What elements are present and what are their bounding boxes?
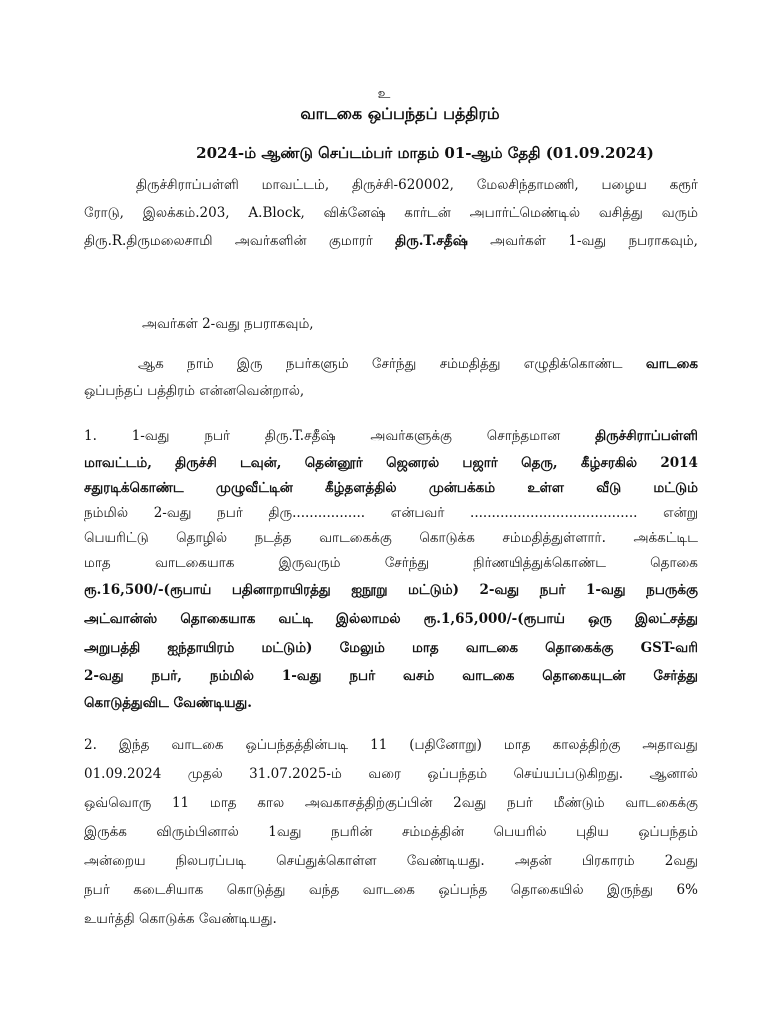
word: அறுபத்தி [84,640,141,656]
word: சேர்ந்து [384,555,430,571]
clause-1-line-8 [84,609,698,629]
word: அபார்ட்மெண்டில் [469,205,581,221]
word: கொடுத்து [226,882,286,898]
preamble-line-1 [138,354,698,374]
date-line: 2024-ம் ஆண்டு செப்டம்பர் மாதம் 01-ஆம் தேதி (01.09.2024) [196,144,654,162]
word: மட்டும் [653,480,698,496]
word: ஐநூறு [351,582,388,598]
word: வசம் [403,668,435,684]
word: பழைய [601,177,647,193]
word: உள்ள [527,480,564,496]
word: சம்மதித்துள்ளார். [502,530,606,546]
clause-2-line-4 [84,822,698,842]
word: நிலபரப்படி [175,853,246,869]
word: கரூர் [669,177,698,193]
word: நபருக்கு [646,582,698,598]
word: வாடகைக்கு [625,795,698,811]
word: 2-வது [153,505,192,521]
word: இருக்க [84,824,127,840]
clause-1-line-6 [84,553,698,573]
clause-1-line-11: கொடுத்துவிட வேண்டியது. [84,695,252,711]
word: 1. [84,428,97,444]
word: 31.07.2025-ம் [249,766,342,782]
word: ஐந்தாயிரம் [167,640,235,656]
word: ஆக [138,356,164,372]
word: விக்னேஷ் [323,205,386,221]
word: வாடகையாக [154,555,235,571]
word: வரை [368,766,401,782]
word: 2-வது [84,668,124,684]
word: வாடகை [171,737,224,753]
intro-line-1 [136,175,698,195]
word: ரூ.16,500/-(ரூபாய் [84,582,212,598]
word: மட்டும்) [408,582,459,598]
word: ஒரு [588,611,612,627]
word: பஜார் [462,455,498,471]
word: 2014 [660,455,698,471]
word: வசித்து [598,205,643,221]
word: இருந்து [607,882,654,898]
word: செய்யப்படுகிறது. [513,766,624,782]
word: வாடகைக்கு [319,530,392,546]
word: திரு.T.சதீஷ் [395,233,468,249]
clause-2-line-2 [84,764,698,784]
word: A.Block, [248,205,305,221]
word: காலத்திற்கு [552,737,621,753]
word: தொகை [650,555,698,571]
word: (பதினோறு) [409,737,482,753]
clause-1-line-5 [84,528,698,548]
word: சொந்தமான [486,428,561,444]
word: பிரகாரம் [581,853,635,869]
word: கொடுக்க [419,530,475,546]
word: திருச்சி-620002, [351,177,454,193]
word: 11 [171,795,190,811]
top-mark: உ [377,86,391,102]
word: தொகையுடன் [542,668,626,684]
clause-2-line-3 [84,793,698,813]
word: மாத [209,795,237,811]
word: அவர்களின் [234,233,307,249]
word: கடைசியாக [133,882,204,898]
clause-1-line-2 [84,453,698,473]
word: நம்மில் [84,505,129,521]
word: அதாவது [642,737,698,753]
word: இலக்கம்.203, [142,205,230,221]
word: 1-வது [568,233,607,249]
word: 1-வது [281,668,322,684]
word: மாவட்டம், [261,177,330,193]
word: அவர்களுக்கு [370,428,452,444]
word: நபராகவும், [628,233,698,249]
word: திருச்சிராப்பள்ளி [136,177,239,193]
document-title: வாடகை ஒப்பந்தப் பத்திரம் [300,104,500,123]
word: வாடகை [645,356,698,372]
word: என்பவர் [390,505,445,521]
word: தொகையாக [180,611,256,627]
word: அதன் [514,853,552,869]
word: பெயரிட்டு [84,530,149,546]
word: அவர்கள் [490,233,546,249]
word: கார்டன் [404,205,451,221]
word: திரு................. [268,505,366,521]
word: வரும் [661,205,698,221]
word: திரு.T.சதீஷ் [264,428,336,444]
party-2-line: அவர்கள் 2-வது நபராகவும், [142,316,314,332]
word: இந்த [118,737,150,753]
word: நாம் [187,356,214,372]
word: 1வது [268,824,302,840]
intro-line-3 [84,231,698,251]
word: புதிய [576,824,609,840]
word: எழுதிக்கொண்ட [523,356,623,372]
word: நடத்த [254,530,292,546]
clause-1-line-9 [84,638,698,658]
clause-1-line-4 [84,503,698,523]
clause-2-line-1 [84,735,698,755]
word: நிர்ணயித்துக்கொண்ட [473,555,606,571]
word: தொகைக்கு [545,640,614,656]
word: நபர்களும் [285,356,349,372]
clause-1-line-3 [84,478,698,498]
word: 2-வது [479,582,520,598]
word: 2வது [453,795,487,811]
word: மேலும் [339,640,385,656]
word: ஆனால் [649,766,698,782]
word: நம்மில் [209,668,254,684]
word: 1-வது [586,582,626,598]
word: நபர் [204,428,231,444]
word: சம்மத்தின் [401,824,465,840]
word: இரு [236,356,263,372]
word: 01.09.2024 [84,766,162,782]
word: பெயரில் [493,824,547,840]
clause-2-line-6 [84,880,698,900]
intro-line-2 [84,203,698,223]
clause-2-line-7: உயர்த்தி கொடுக்க வேண்டியது. [84,911,277,927]
word: விரும்பினால் [156,824,239,840]
word: தொழில் [176,530,228,546]
word: நபர் [349,668,376,684]
word: 1-வது [131,428,170,444]
word: 6% [676,882,698,898]
word: தெரு, [521,455,558,471]
word: நபர் [84,882,110,898]
word: தொகையில் [510,882,584,898]
word: 2. [84,737,97,753]
word: அவகாசத்திற்குப்பின் [304,795,433,811]
word: அட்வான்ஸ் [84,611,158,627]
word: வந்த [308,882,340,898]
word: மீண்டும் [553,795,605,811]
word: மாத [503,737,531,753]
word: பதினாறாயிரத்து [231,582,331,598]
word: ஒப்பந்த [438,882,488,898]
word: வாடகை [362,882,415,898]
clause-1-line-10 [84,666,698,686]
preamble-line-2: ஒப்பந்தப் பத்திரம் என்னவென்றால், [84,383,305,399]
word: மேலசிந்தாமணி, [476,177,579,193]
word: தென்னூர் [304,455,363,471]
word: வீடு [596,480,622,496]
word: மாவட்டம், [84,455,152,471]
word: நபரின் [330,824,373,840]
clause-1-line-1 [84,426,698,446]
word: சேர்த்து [653,668,698,684]
word: டவுன், [240,455,282,471]
word: முழுவீட்டின் [215,480,293,496]
word: வாடகை [465,640,518,656]
word: நபர் [507,795,533,811]
word: நபர் [539,582,566,598]
word: நபர், [151,668,182,684]
word: கீழ்தளத்தில் [325,480,397,496]
word: இலட்சத்து [634,611,698,627]
word: இல்லாமல் [335,611,401,627]
word: என்று [663,505,698,521]
word: GST-வரி [640,640,698,656]
word: இருவரும் [278,555,341,571]
word: ரோடு, [84,205,124,221]
word: அன்றைய [84,853,146,869]
word: ஒப்பந்தத்தின்படி [245,737,349,753]
word: திருச்சிராப்பள்ளி [595,428,698,444]
word: வாடகை [462,668,515,684]
word: ஒப்பந்தம் [427,766,488,782]
word: சேர்ந்து [371,356,417,372]
word: குமாரர் [328,233,373,249]
word: ஜெனரல் [386,455,440,471]
clause-2-line-5 [84,851,698,871]
word: முன்பக்கம் [428,480,496,496]
word: ஒப்பந்தம் [638,824,698,840]
word: ....................................... [470,505,638,521]
word: மாத [84,555,111,571]
word: ஒவ்வொரு [84,795,152,811]
word: நபர் [217,505,243,521]
word: ரூ.1,65,000/-(ரூபாய் [423,611,566,627]
word: கால [257,795,285,811]
word: கீழ்சரகில் [580,455,638,471]
word: சம்மதித்து [439,356,501,372]
word: வேண்டியது. [406,853,485,869]
word: மட்டும்) [261,640,313,656]
word: அக்கட்டிட [633,530,698,546]
word: திரு.R.திருமலைசாமி [84,233,213,249]
word: முதல் [187,766,223,782]
word: வட்டி [278,611,313,627]
clause-1-line-7 [84,580,698,600]
word: 2வது [664,853,698,869]
word: செய்துக்கொள்ள [276,853,377,869]
word: மாத [411,640,439,656]
word: 11 [370,737,388,753]
word: சதுரடிக்கொண்ட [84,480,184,496]
word: திருச்சி [175,455,217,471]
